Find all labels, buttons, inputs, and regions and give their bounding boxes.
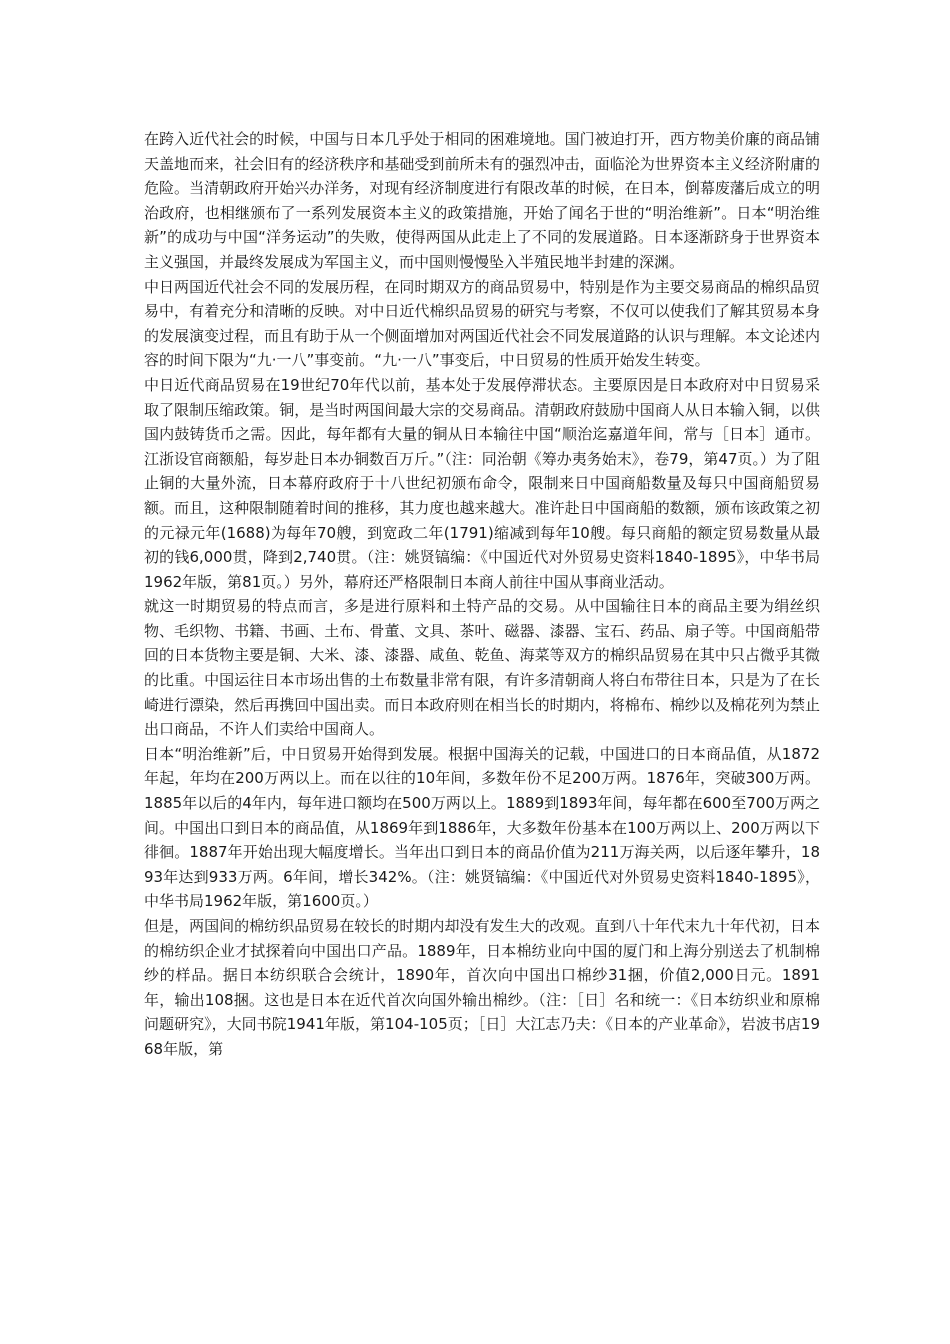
paragraph-6: 但是，两国间的棉纺织品贸易在较长的时期内却没有发生大的改观。直到八十年代末九十年代初，日本的棉纺织企业才拭探着向中国出口产品。1889年，日本棉纺业向中国的厦门和上海分别送去了机制棉纱的样品。据日本纺织联合会统计，1890年，首次向中国出口棉纱31捆，价值2,000日元。1891年，输出108捆。这也是日本在近代首次向国外输出棉纱。（注：［日］名和统一：《日本纺织业和原棉问题研究》，大同书院1941年版，第104-105页；［日］大江志乃夫：《日本的产业革命》，岩波书店1968年版，第 bbox=[144, 917, 820, 1058]
paragraph-3: 中日近代商品贸易在19世纪70年代以前，基本处于发展停滞状态。主要原因是日本政府对中日贸易采取了限制压缩政策。铜，是当时两国间最大宗的交易商品。清朝政府鼓励中国商人从日本输入铜，以供国内鼓铸货币之需。因此，每年都有大量的铜从日本输往中国“顺治迄嘉道年间，常与［日本］通市。江浙设官商额船，每岁赴日本办铜数百万斤。”（注：同治朝《筹办夷务始末》，卷79，第47页。）为了阻止铜的大量外流，日本幕府政府于十八世纪初颁布命令，限制来日中国商船数量及每只中国商船贸易额。而且，这种限制随着时间的推移，其力度也越来越大。准许赴日中国商船的数额，颁布该政策之初的元禄元年(1688)为每年70艘，到宽政二年(1791)缩减到每年10艘。每只商船的额定贸易数量从最初的钱6,000贯，降到2,740贯。（注：姚贤镐编：《中国近代对外贸易史资料1840-1895》，中华书局1962年版，第81页。）另外，幕府还严格限制日本商人前往中国从事商业活动。 bbox=[144, 375, 820, 591]
document-body bbox=[144, 127, 820, 1062]
paragraph-4: 就这一时期贸易的特点而言，多是进行原料和土特产品的交易。从中国输往日本的商品主要为绢丝织物、毛织物、书籍、书画、土布、骨董、文具、茶叶、磁器、漆器、宝石、药品、扇子等。中国商船带回的日本货物主要是铜、大米、漆、漆器、咸鱼、乾鱼、海菜等双方的棉织品贸易在其中只占微乎其微的比重。中国运往日本市场出售的土布数量非常有限，有许多清朝商人将白布带往日本，只是为了在长崎进行漂染，然后再携回中国出卖。而日本政府则在相当长的时期内，将棉布、棉纱以及棉花列为禁止出口商品，不许人们卖给中国商人。 bbox=[144, 597, 820, 739]
paragraph-5: 日本“明治维新”后，中日贸易开始得到发展。根据中国海关的记载，中国进口的日本商品值，从1872年起，年均在200万两以上。而在以往的10年间，多数年份不足200万两。1876年，突破300万两。1885年以后的4年内，每年进口额均在500万两以上。1889到1893年间，每年都在600至700万两之间。中国出口到日本的商品值，从1869年到1886年，大多数年份基本在100万两以上、200万两以下徘徊。1887年开始出现大幅度增长。当年出口到日本的商品价值为211万海关两，以后逐年攀升，1893年达到933万两。6年间，增长342%。（注：姚贤镐编：《中国近代对外贸易史资料1840-1895》，中华书局1962年版，第1600页。） bbox=[144, 744, 820, 911]
paragraph-1: 在跨入近代社会的时候，中国与日本几乎处于相同的困难境地。国门被迫打开，西方物美价廉的商品铺天盖地而来，社会旧有的经济秩序和基础受到前所未有的强烈冲击，面临沦为世界资本主义经济附庸的危险。当清朝政府开始兴办洋务，对现有经济制度进行有限改革的时候，在日本，倒幕废藩后成立的明治政府，也相继颁布了一系列发展资本主义的政策措施，开始了闻名于世的“明治维新”。日本“明治维新”的成功与中国“洋务运动”的失败，使得两国从此走上了不同的发展道路。日本逐渐跻身于世界资本主义强国，并最终发展成为军国主义，而中国则慢慢坠入半殖民地半封建的深渊。 bbox=[144, 130, 820, 271]
paragraph-2: 中日两国近代社会不同的发展历程，在同时期双方的商品贸易中，特别是作为主要交易商品的棉织品贸易中，有着充分和清晰的反映。对中日近代棉织品贸易的研究与考察，不仅可以使我们了解其贸易本身的发展演变过程，而且有助于从一个侧面增加对两国近代社会不同发展道路的认识与理解。本文论述内容的时间下限为“九·一八”事变前。“九·一八”事变后，中日贸易的性质开始发生转变。 bbox=[144, 277, 820, 370]
